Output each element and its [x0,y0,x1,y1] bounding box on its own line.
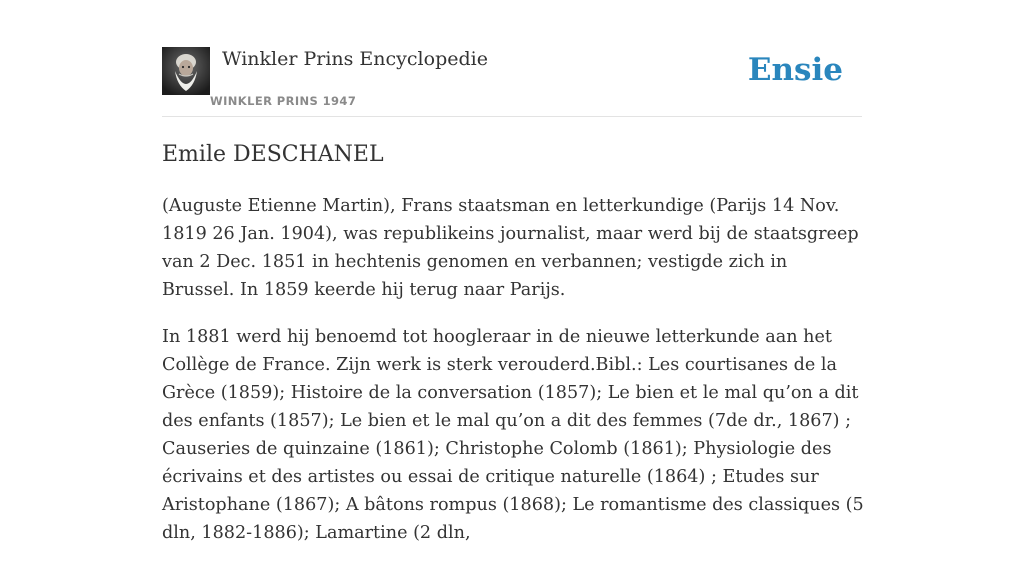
author-avatar-icon[interactable] [162,47,210,95]
article-title: Emile DESCHANEL [162,142,384,167]
article-paragraph: In 1881 werd hij benoemd tot hoogleraar in de nieuwe letterkunde aan het Collège de France. Zijn werk is sterk verouderd.Bibl.: Les courtisanes de la Grèce (1859); Histoire de la conversation (1857); Le bien et le mal qu’on a dit des enfants (1857); Le bien et le mal qu’on a dit des femmes (7de dr., 1867) ; Causeries de quinzaine (1861); Christophe Colomb (1861); Physiologie des écrivains et des artistes ou essai de critique naturelle (1864) ; Etudes sur Aristophane (1867); A bâtons rompus (1868); Le romantisme des classiques (5 dln, 1882-1886); Lamartine (2 dln, [162,327,864,543]
bearded-man-portrait-icon [162,47,210,95]
source-header [162,46,862,117]
ensie-logo[interactable]: Ensie [747,52,843,88]
article-paragraph: (Auguste Etienne Martin), Frans staatsman en letterkundige (Parijs 14 Nov. 1819 26 Jan. 1904), was republikeins journalist, maar werd bij de staatsgreep van 2 Dec. 1851 in hechtenis genomen en verbannen; vestigde zich in Brussel. In 1859 keerde hij terug naar Parijs. [162,196,859,300]
source-name[interactable]: Winkler Prins Encyclopedie [222,48,488,70]
source-edition: WINKLER PRINS 1947 [210,94,357,108]
article-body [162,192,864,566]
